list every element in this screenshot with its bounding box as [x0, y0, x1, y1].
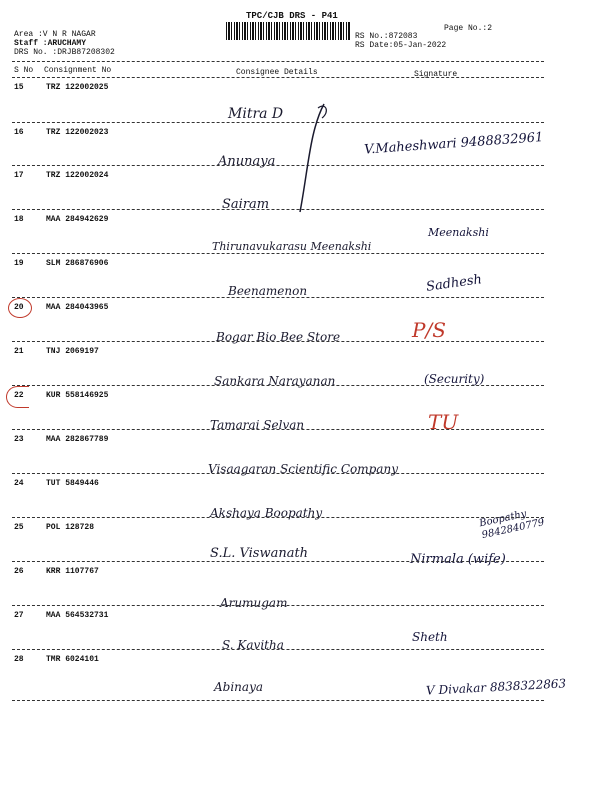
drs-number: DRS No. :DRJB87208302	[14, 48, 115, 57]
row-consignment: TUT 5849446	[46, 479, 99, 488]
row-signature: V.Maheshwari 9488832961	[363, 130, 544, 158]
row-rule	[12, 473, 544, 474]
row-rule	[12, 561, 544, 562]
row-consignee: S. Kavitha	[222, 638, 284, 652]
row-consignee: Visaagaran Scientific Company	[208, 462, 398, 476]
page-number: Page No.:2	[444, 24, 493, 33]
row-consignee: Beenamenon	[228, 284, 308, 298]
row-consignment: SLM 286876906	[46, 259, 109, 268]
row-signature: Sadhesh	[425, 272, 483, 295]
col-details: Consignee Details	[236, 68, 318, 77]
row-consignee: Anunaya	[218, 154, 276, 169]
staff-label: Staff :ARUCHAMY	[14, 39, 87, 48]
row-sno: 23	[14, 435, 24, 444]
row-sno: 15	[14, 83, 24, 92]
row-signature: Nirmala (wife)	[410, 552, 506, 567]
row-consignee: Sankara Narayanan	[214, 374, 336, 388]
header-rule-bottom	[12, 77, 544, 78]
row-sno: 16	[14, 128, 24, 137]
row-consignee: Sairam	[222, 197, 270, 212]
row-sno: 27	[14, 611, 24, 620]
row-consignment: TMR 6024101	[46, 655, 99, 664]
rs-number: RS No.:872083	[355, 32, 418, 41]
row-consignee: Tamarai Selvan	[210, 418, 305, 432]
row-signature: Sheth	[412, 630, 448, 644]
row-sno: 25	[14, 523, 24, 532]
row-rule	[12, 253, 544, 254]
row-consignee: Bogar Bio Bee Store	[216, 330, 341, 344]
row-signature: (Security)	[424, 372, 485, 386]
col-sno: S No	[14, 66, 34, 75]
page-title: TPC/CJB DRS - P41	[246, 11, 338, 21]
row-rule	[12, 297, 544, 298]
row-sno: 21	[14, 347, 24, 356]
row-rule	[12, 605, 544, 606]
row-consignment: POL 128728	[46, 523, 95, 532]
row-sno: 19	[14, 259, 24, 268]
barcode	[226, 22, 350, 40]
col-signature: Signature	[414, 70, 458, 79]
handwritten-bracket	[296, 100, 336, 220]
row-rule	[12, 209, 544, 210]
row-rule	[12, 429, 544, 430]
row-consignee: Akshaya Boopathy	[210, 506, 323, 520]
row-consignee: S.L. Viswanath	[210, 546, 309, 561]
row-consignment: MAA 564532731	[46, 611, 109, 620]
area-label: Area :V N R NAGAR	[14, 30, 96, 39]
row-signature: TU	[428, 410, 459, 434]
row-sno: 28	[14, 655, 24, 664]
row-sno: 22	[14, 391, 24, 400]
row-signature: Boopathy 9842840779	[478, 508, 546, 542]
row-rule	[12, 649, 544, 650]
row-sno: 26	[14, 567, 24, 576]
row-sno: 24	[14, 479, 24, 488]
row-consignee: Abinaya	[214, 680, 264, 694]
row-consignment: TRZ 122002024	[46, 171, 109, 180]
row-signature: Meenakshi	[428, 226, 489, 239]
row-rule	[12, 385, 544, 386]
row-consignee: Arumugam	[220, 596, 288, 610]
row-consignment: KRR 1107767	[46, 567, 99, 576]
row-sno: 17	[14, 171, 24, 180]
row-consignment: TRZ 122002025	[46, 83, 109, 92]
row-rule	[12, 700, 544, 701]
row-consignment: MAA 282867789	[46, 435, 109, 444]
header-rule-top	[12, 61, 544, 62]
row-signature: V Divakar 8838322863	[425, 676, 567, 698]
row-sno: 20	[14, 303, 24, 312]
row-consignment: TNJ 2069197	[46, 347, 99, 356]
row-consignment: MAA 284043965	[46, 303, 109, 312]
rs-date: RS Date:05-Jan-2022	[355, 41, 447, 50]
row-rule	[12, 165, 544, 166]
row-rule	[12, 517, 544, 518]
row-rule	[12, 122, 544, 123]
row-signature: P/S	[412, 318, 446, 342]
row-consignment: TRZ 122002023	[46, 128, 109, 137]
row-consignee: Thirunavukarasu Meenakshi	[212, 240, 372, 253]
row-rule	[12, 341, 544, 342]
row-consignee: Mitra D	[228, 106, 284, 122]
row-sno: 18	[14, 215, 24, 224]
row-consignment: MAA 284942629	[46, 215, 109, 224]
col-consignment: Consignment No	[44, 66, 112, 75]
row-consignment: KUR 558146925	[46, 391, 109, 400]
